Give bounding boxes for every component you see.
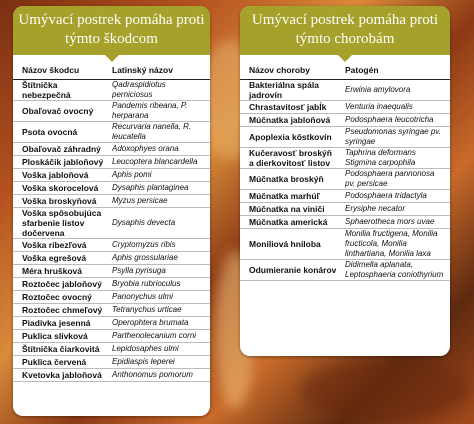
row-latin: Recurvaria nanella, R. leucatella	[110, 122, 210, 143]
row-name: Štítnička čiarkovitá	[13, 343, 110, 356]
table-row	[13, 80, 210, 101]
row-latin: Parthenolecanium corni	[110, 330, 210, 343]
table-row	[240, 169, 450, 190]
table-row	[240, 190, 450, 203]
row-name: Voška jabloňová	[13, 169, 110, 182]
row-latin: Aphis pomi	[110, 169, 210, 182]
row-latin: Taphrina deformans Stigmina carpophila	[343, 148, 450, 169]
row-name: Voška egrešová	[13, 252, 110, 265]
row-name: Roztočec jabloňový	[13, 278, 110, 291]
table-row	[13, 356, 210, 369]
row-name: Bakteriálna spála jadrovín	[240, 80, 343, 101]
diseases-table	[240, 55, 450, 281]
table-row	[240, 260, 450, 281]
row-name: Moniliová hniloba	[240, 229, 343, 260]
pests-col-name-header: Názov škodcu	[13, 55, 110, 80]
table-row	[13, 278, 210, 291]
row-latin: Aphis grossulariae	[110, 252, 210, 265]
table-row	[13, 330, 210, 343]
row-name: Roztočec ovocný	[13, 291, 110, 304]
row-latin: Tetranychus urticae	[110, 304, 210, 317]
pests-table	[13, 55, 210, 382]
table-row	[13, 317, 210, 330]
row-name: Odumieranie konárov	[240, 260, 343, 281]
row-name: Puklica slivková	[13, 330, 110, 343]
table-row	[13, 252, 210, 265]
row-name: Múčnatka marhúľ	[240, 190, 343, 203]
table-row	[13, 291, 210, 304]
row-latin: Venturia inaequalis	[343, 101, 450, 114]
row-name: Méra hrušková	[13, 265, 110, 278]
table-row	[13, 101, 210, 122]
row-latin: Podosphaera tridactyla	[343, 190, 450, 203]
row-name: Štítnička nebezpečná	[13, 80, 110, 101]
table-row	[13, 369, 210, 382]
row-name: Voška ríbezľová	[13, 239, 110, 252]
row-latin: Epidiaspis leperei	[110, 356, 210, 369]
row-latin: Psylla pyrisuga	[110, 265, 210, 278]
row-latin: Monilia fructigena, Monilia fructicola, Monilia linthartiana, Monilia laxa	[343, 229, 450, 260]
row-latin: Lepidosaphes ulmi	[110, 343, 210, 356]
table-row	[240, 101, 450, 114]
row-name: Psota ovocná	[13, 122, 110, 143]
row-latin: Dysaphis devecta	[110, 208, 210, 239]
row-name: Voška skorocelová	[13, 182, 110, 195]
row-latin: Pseudomonas syringae pv. syringae	[343, 127, 450, 148]
row-latin: Leucoptera blancardella	[110, 156, 210, 169]
row-name: Múčnatka americká	[240, 216, 343, 229]
row-latin: Podosphaera pannonosa pv. persicae	[343, 169, 450, 190]
diseases-panel	[240, 6, 450, 356]
table-row	[240, 203, 450, 216]
row-latin: Bryobia rubrioculus	[110, 278, 210, 291]
row-latin: Erwinia amylovora	[343, 80, 450, 101]
table-row	[13, 156, 210, 169]
table-row	[240, 229, 450, 260]
pests-table-body	[13, 80, 210, 382]
pests-panel-title: Umývací postrek pomáha proti týmto škodcom	[13, 6, 210, 55]
row-latin: Sphaerotheca mors uvae	[343, 216, 450, 229]
table-row	[240, 127, 450, 148]
row-latin: Operophtera brumata	[110, 317, 210, 330]
row-name: Puklica červená	[13, 356, 110, 369]
table-row	[240, 148, 450, 169]
table-row	[13, 195, 210, 208]
table-row	[13, 169, 210, 182]
row-latin: Anthonomus pomorum	[110, 369, 210, 382]
row-name: Voška spôsobujúca sfarbenie listov dočervena	[13, 208, 110, 239]
row-name: Obaľovač ovocný	[13, 101, 110, 122]
row-name: Obaľovač záhradný	[13, 143, 110, 156]
table-row	[13, 304, 210, 317]
pests-panel	[13, 6, 210, 416]
row-name: Múčnatka broskýň	[240, 169, 343, 190]
row-name: Múčnatka jabloňová	[240, 114, 343, 127]
table-row	[13, 208, 210, 239]
diseases-col-name-header: Názov choroby	[240, 55, 343, 80]
row-name: Roztočec chmeľový	[13, 304, 110, 317]
row-name: Kvetovka jabloňová	[13, 369, 110, 382]
table-row	[240, 114, 450, 127]
row-name: Kučeravosť broskýň a dierkovitosť listov	[240, 148, 343, 169]
row-latin: Myzus persicae	[110, 195, 210, 208]
row-latin: Qadraspidiotus perniciosus	[110, 80, 210, 101]
row-name: Voška broskyňová	[13, 195, 110, 208]
row-latin: Dysaphis plantaginea	[110, 182, 210, 195]
row-name: Apoplexia kôstkovín	[240, 127, 343, 148]
row-latin: Didimella aplanata, Leptosphaeria coniothyrium	[343, 260, 450, 281]
row-latin: Cryptomyzus ribis	[110, 239, 210, 252]
row-name: Chrastavitosť jabĺk	[240, 101, 343, 114]
pests-col-latin-header: Latinský názov	[110, 55, 210, 80]
row-latin: Podosphaera leucotricha	[343, 114, 450, 127]
table-row	[13, 122, 210, 143]
table-row	[240, 80, 450, 101]
table-row	[13, 265, 210, 278]
row-latin: Panonychus ulmi	[110, 291, 210, 304]
row-name: Ploskáčik jabloňový	[13, 156, 110, 169]
table-row	[13, 239, 210, 252]
row-name: Múčnatka na viniči	[240, 203, 343, 216]
row-latin: Pandemis ribeana, P. herparana	[110, 101, 210, 122]
table-row	[13, 143, 210, 156]
table-row	[13, 343, 210, 356]
diseases-panel-title: Umývací postrek pomáha proti týmto chorobám	[240, 6, 450, 55]
row-latin: Erysiphe necator	[343, 203, 450, 216]
diseases-table-body	[240, 80, 450, 281]
diseases-col-latin-header: Patogén	[343, 55, 450, 80]
row-name: Piadivka jesenná	[13, 317, 110, 330]
table-row	[13, 182, 210, 195]
table-row	[240, 216, 450, 229]
row-latin: Adoxophyes orana	[110, 143, 210, 156]
